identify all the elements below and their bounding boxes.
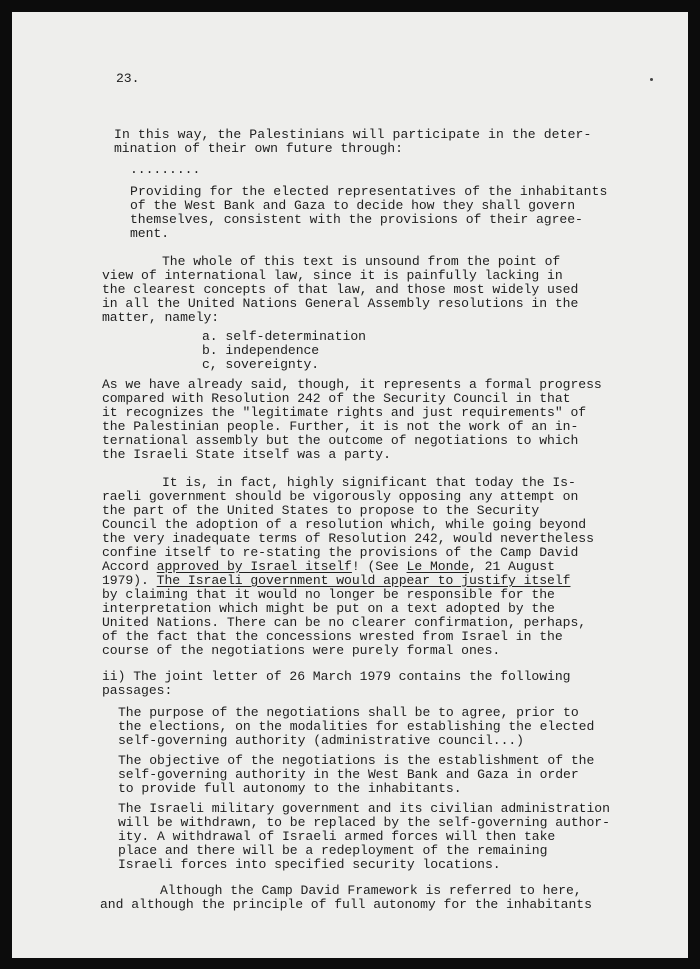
quote-line: The objective of the negotiations is the establishment of the: [118, 753, 595, 768]
text-line: It is, in fact, highly significant that today the Is-: [162, 475, 576, 490]
text-fragment: , 21 August: [469, 559, 555, 574]
page-number: 23.: [116, 71, 140, 86]
quote-line: of the West Bank and Gaza to decide how they shall govern: [130, 198, 576, 213]
quote-line: ment.: [130, 226, 170, 241]
text-line: it recognizes the "legitimate rights and just requirements" of: [102, 405, 587, 420]
text-line: the very inadequate terms of Resolution 242, would nevertheless: [102, 531, 594, 546]
text-line: interpretation which might be put on a text adopted by the: [102, 601, 555, 616]
text-line: [102, 574, 570, 588]
quote-line: self-governing authority (administrative council...): [118, 733, 524, 748]
quote-line: the elections, on the modalities for establishing the elected: [118, 719, 595, 734]
text-line: course of the negotiations were purely formal ones.: [102, 643, 501, 658]
ellipsis-line: .........: [130, 162, 201, 177]
text-line: Although the Camp David Framework is referred to here,: [160, 883, 582, 898]
text-line: the clearest concepts of that law, and those most widely used: [102, 282, 579, 297]
quote-line: will be withdrawn, to be replaced by the self-governing author-: [118, 815, 610, 830]
text-line: the Israeli State itself was a party.: [102, 447, 391, 462]
underlined-phrase: The Israeli government would appear to justify itself: [156, 573, 571, 588]
text-line: by claiming that it would no longer be responsible for the: [102, 587, 555, 602]
text-line: the part of the United States to propose to the Security: [102, 503, 540, 518]
text-line: United Nations. There can be no clearer confirmation, perhaps,: [102, 615, 587, 630]
text-line: matter, namely:: [102, 310, 220, 325]
section-heading: ii) The joint letter of 26 March 1979 contains the following: [102, 669, 571, 684]
list-item: a. self-determination: [202, 329, 366, 344]
text-line: of the fact that the concessions wrested from Israel in the: [102, 629, 563, 644]
text-line: raeli government should be vigorously opposing any attempt on: [102, 489, 579, 504]
text-line: and although the principle of full autonomy for the inhabitants: [100, 897, 592, 912]
text-line: [102, 560, 555, 574]
quote-line: themselves, consistent with the provisions of their agree-: [130, 212, 583, 227]
text-fragment: 1979).: [102, 573, 149, 588]
quote-line: Israeli forces into specified security locations.: [118, 857, 501, 872]
text-line: In this way, the Palestinians will participate in the deter-: [114, 127, 592, 142]
text-line: compared with Resolution 242 of the Security Council in that: [102, 391, 571, 406]
quote-line: place and there will be a redeployment of the remaining: [118, 843, 548, 858]
speck-mark: [650, 78, 653, 81]
underlined-phrase: approved by Israel itself: [156, 559, 352, 574]
list-item: c, sovereignty.: [202, 357, 320, 372]
text-line: in all the United Nations General Assembly resolutions in the: [102, 296, 579, 311]
newspaper-title: Le Monde: [406, 559, 470, 574]
text-line: ternational assembly but the outcome of negotiations to which: [102, 433, 579, 448]
list-item: b. independence: [202, 343, 320, 358]
document-page: [12, 12, 688, 958]
quote-line: to provide full autonomy to the inhabitants.: [118, 781, 462, 796]
quote-line: ity. A withdrawal of Israeli armed forces will then take: [118, 829, 556, 844]
text-line: passages:: [102, 683, 173, 698]
text-line: mination of their own future through:: [114, 141, 403, 156]
text-fragment: ! (See: [351, 559, 399, 574]
text-line: As we have already said, though, it represents a formal progress: [102, 377, 602, 392]
text-fragment: Accord: [102, 559, 149, 574]
text-line: confine itself to re-stating the provisions of the Camp David: [102, 545, 579, 560]
text-line: view of international law, since it is painfully lacking in: [102, 268, 563, 283]
quote-line: The Israeli military government and its civilian administration: [118, 801, 610, 816]
quote-line: The purpose of the negotiations shall be to agree, prior to: [118, 705, 579, 720]
text-line: the Palestinian people. Further, it is not the work of an in-: [102, 419, 579, 434]
quote-line: self-governing authority in the West Bank and Gaza in order: [118, 767, 579, 782]
text-line: Council the adoption of a resolution which, while going beyond: [102, 517, 587, 532]
quote-line: Providing for the elected representatives of the inhabitants: [130, 184, 608, 199]
text-line: The whole of this text is unsound from the point of: [162, 254, 561, 269]
